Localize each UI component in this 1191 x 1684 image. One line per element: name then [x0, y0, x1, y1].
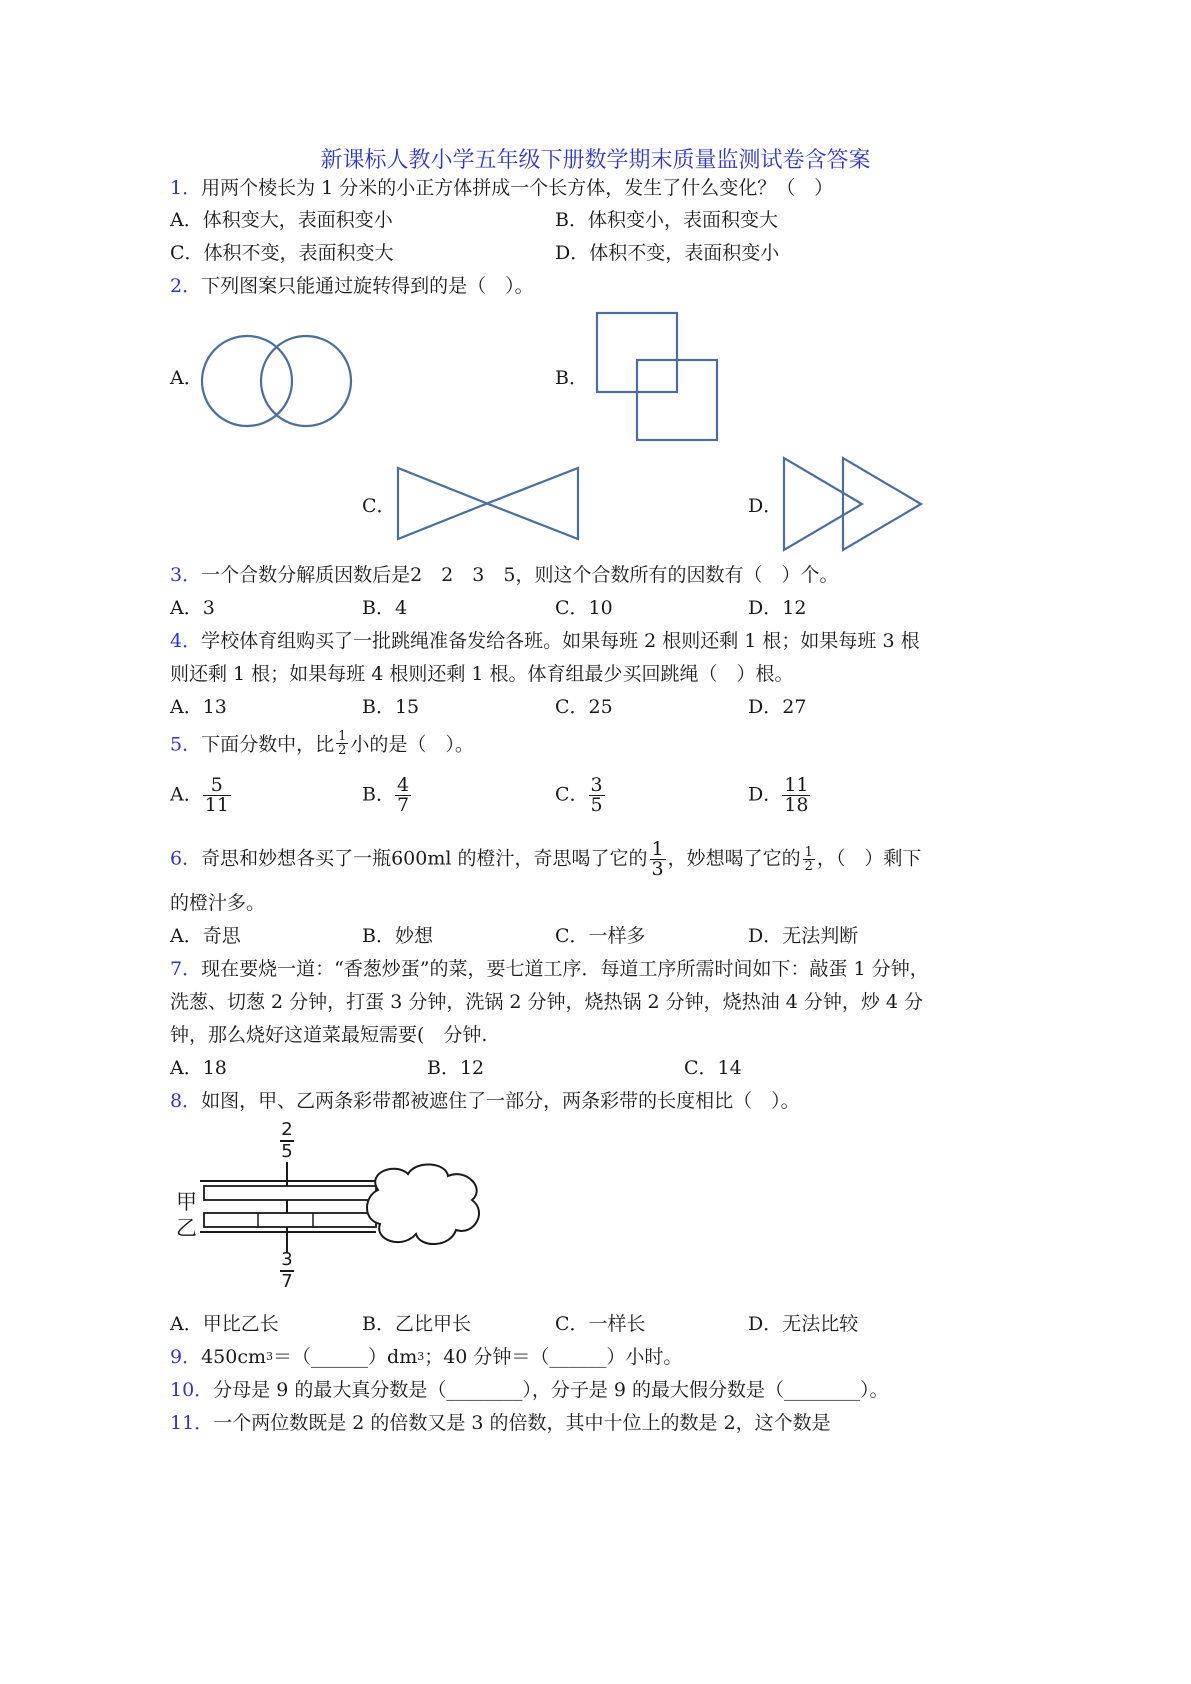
question-text-end: 小的是（ ）。: [350, 733, 474, 756]
option-a: A．甲比乙长: [170, 1313, 279, 1335]
option-a: A．3: [170, 597, 215, 619]
question-text: 现在要烧一道：“香葱炒蛋”的菜，要七道工序．每道工序所需时间如下：敲蛋 1 分钟，: [201, 958, 929, 980]
question-10: [170, 1378, 889, 1402]
option-c: C．体积不变，表面积变大: [170, 242, 394, 264]
question-number: 11．: [170, 1412, 214, 1434]
option-b: B．4: [362, 597, 408, 619]
option-a: A． $\frac{5}{11}$: [170, 774, 229, 816]
question-4-continued: 则还剩 1 根；如果每班 4 根则还剩 1 根。体育组最少买回跳绳（ ）根。: [170, 663, 794, 685]
option-a: A．: [170, 367, 203, 389]
fraction-one-third: $\frac{1}{3}$: [651, 838, 664, 880]
question-text: 如图，甲、乙两条彩带都被遮住了一部分，两条彩带的长度相比（ ）。: [201, 1090, 800, 1112]
option-d: D． $\frac{11}{18}$: [748, 774, 809, 816]
fraction-one-half: $\frac{1}{2}$: [338, 729, 347, 758]
question-7-line-3: 钟，那么烧好这道菜最短需要( 分钟.: [170, 1024, 488, 1046]
question-number: 7．: [170, 958, 202, 980]
option-b: B．12: [427, 1057, 485, 1079]
option-c: C．14: [684, 1057, 742, 1079]
question-text: 用两个棱长为 1 分米的小正方体拼成一个长方体，发生了什么变化？（ ）: [201, 177, 834, 199]
option-b: B．妙想: [362, 925, 433, 947]
option-b: B．15: [362, 696, 420, 718]
question-7-line-2: 洗葱、切葱 2 分钟，打蛋 3 分钟，洗锅 2 分钟，烧热锅 2 分钟，烧热油 4 分钟，炒 4 分: [170, 991, 924, 1013]
question-text: 学校体育组购买了一批跳绳准备发给各班。如果每班 2 根则还剩 1 根；如果每班 3 根: [201, 630, 920, 652]
question-text: 分母是 9 的最大真分数是（________），分子是 9 的最大假分数是（________）。: [213, 1379, 889, 1401]
fraction: $\frac{11}{18}$: [784, 774, 809, 816]
option-d: D．无法判断: [748, 925, 859, 947]
question-number: 8．: [170, 1090, 202, 1112]
question-number: 1．: [170, 177, 202, 199]
question-text: 奇思和妙想各买了一瓶600ml 的橙汁，奇思喝了它的: [201, 847, 648, 870]
option-d: D．: [748, 495, 783, 517]
question-11: [170, 1411, 831, 1435]
question-5: [170, 729, 474, 759]
option-b: B．: [555, 367, 588, 389]
question-text: 下列图案只能通过旋转得到的是（ ）。: [201, 275, 534, 297]
ribbon-label-jia: 甲: [176, 1190, 197, 1214]
cloud-cover: [367, 1164, 479, 1244]
question-number: 5．: [170, 733, 202, 756]
option-c: C．一样多: [555, 925, 646, 947]
ribbon-yi: [204, 1213, 376, 1227]
option-b: B．体积变小，表面积变大: [555, 209, 778, 231]
question-9: 9．$450cm^3=(\_\_\_\_\_\_)dm^3$；40 分钟＝（______）小时。: [170, 1346, 683, 1368]
ribbon-label-yi: 乙: [176, 1216, 197, 1240]
question-text: 一个两位数既是 2 的倍数又是 3 的倍数，其中十位上的数是 2，这个数是: [213, 1412, 831, 1434]
option-d: D．无法比较: [748, 1313, 859, 1335]
question-number: 10．: [170, 1379, 214, 1401]
triangle-right: [487, 468, 578, 539]
fraction-one-half: $\frac{1}{2}$: [804, 845, 813, 874]
option-d: D．体积不变，表面积变小: [555, 242, 780, 264]
ribbon-figure: [196, 1160, 486, 1255]
fraction-label-top: 2 5: [281, 1119, 293, 1162]
option-c: C．: [362, 495, 396, 517]
question-number: 2．: [170, 275, 202, 297]
fraction: $\frac{5}{11}$: [204, 774, 229, 816]
question-2: [170, 274, 534, 298]
option-d: D．12: [748, 597, 807, 619]
option-c: C． $\frac{3}{5}$: [555, 774, 603, 816]
triangle-second: [843, 458, 921, 550]
fraction-label-bottom: 3 7: [281, 1249, 293, 1292]
bowtie-figure: [396, 464, 586, 544]
option-b: B． $\frac{4}{7}$: [362, 774, 410, 816]
question-text: 一个合数分解质因数后是2 2 3 5，则这个合数所有的因数有（ ）个。: [201, 564, 839, 586]
question-number: 6．: [170, 847, 202, 870]
option-c: C．10: [555, 597, 613, 619]
question-6-continued: 的橙汁多。: [170, 892, 266, 914]
question-8: [170, 1089, 800, 1113]
question-6: 6．奇思和妙想各买了一瓶600ml 的橙汁，奇思喝了它的 $\frac{1}{3}$ ，妙想喝了它的 $\frac{1}{2}$ ，（ ）剩下: [170, 838, 922, 880]
fraction: $\frac{3}{5}$: [590, 774, 603, 816]
circle-left: [202, 336, 292, 426]
circle-right: [261, 336, 351, 426]
document-title: 新课标人教小学五年级下册数学期末质量监测试卷含答案: [320, 148, 871, 173]
option-c: C．一样长: [555, 1313, 646, 1335]
question-1: [170, 176, 833, 200]
option-a: A．13: [170, 696, 227, 718]
option-a: A．18: [170, 1057, 227, 1079]
arrow-triangles-figure: [780, 455, 930, 555]
question-number: 3．: [170, 564, 202, 586]
option-a: A．体积变大，表面积变小: [170, 209, 393, 231]
fraction: $\frac{4}{7}$: [396, 774, 410, 816]
question-number: 9．: [170, 1346, 202, 1368]
two-circles-figure: [200, 332, 360, 432]
option-d: D．27: [748, 696, 807, 718]
question-number: 4．: [170, 630, 202, 652]
question-3: [170, 563, 838, 587]
option-a: A．奇思: [170, 925, 241, 947]
triangle-first: [784, 458, 862, 550]
question-7: [170, 957, 929, 981]
ribbon-jia: [204, 1186, 376, 1200]
question-text: 下面分数中，比: [201, 733, 335, 756]
option-c: C．25: [555, 696, 613, 718]
question-4: [170, 629, 920, 653]
two-squares-figure: [594, 311, 724, 446]
triangle-left: [398, 468, 487, 539]
option-b: B．乙比甲长: [362, 1313, 471, 1335]
